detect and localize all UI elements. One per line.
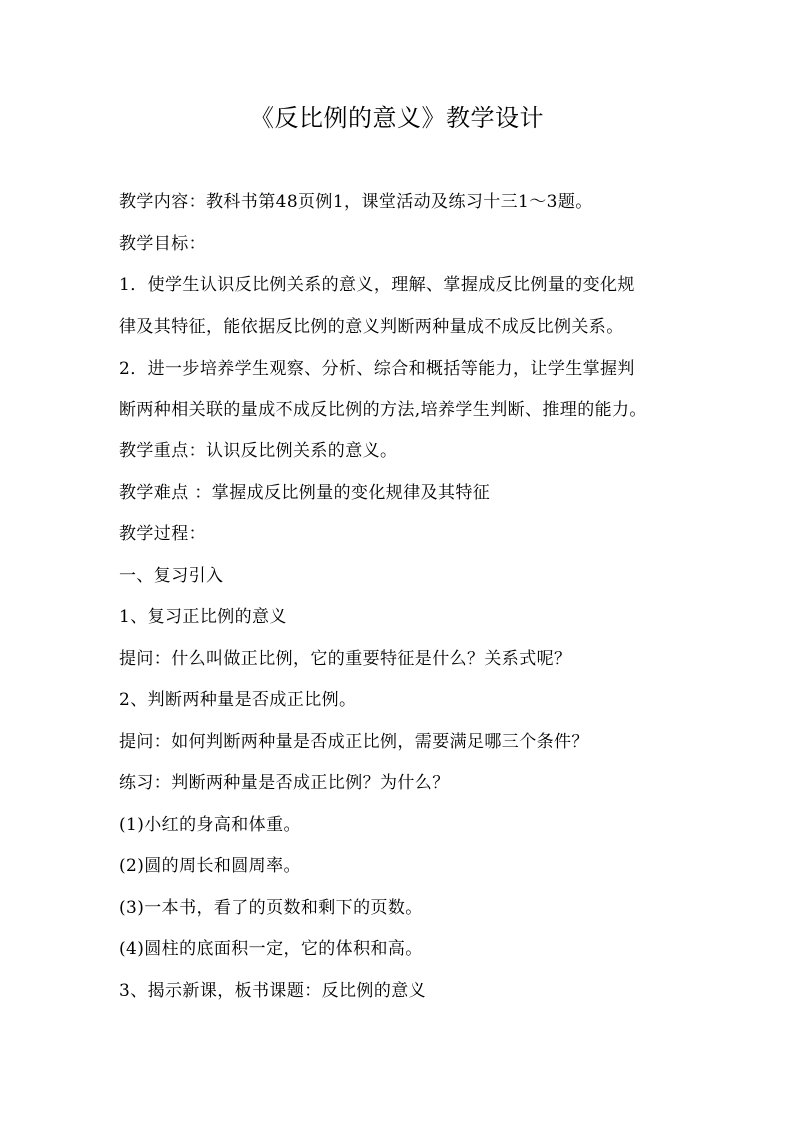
list-item: (3)一本书，看了的页数和剩下的页数。 — [119, 898, 423, 918]
paragraph-line: 断两种相关联的量成不成反比例的方法,培养学生判断、推理的能力。 — [119, 400, 647, 420]
list-item: (1)小红的身高和体重。 — [119, 815, 301, 835]
paragraph-line: 2．进一步培养学生观察、分析、综合和概括等能力，让学生掌握判 — [119, 359, 635, 379]
section-heading: 一、复习引入 — [119, 566, 224, 586]
paragraph-line: 1．使学生认识反比例关系的意义，理解、掌握成反比例量的变化规 — [119, 275, 635, 295]
paragraph-line: 教学过程： — [119, 524, 206, 544]
paragraph-line: 2、判断两种量是否成正比例。 — [119, 690, 357, 710]
paragraph-line: 练习：判断两种量是否成正比例？为什么？ — [119, 773, 450, 793]
document-title: 《反比例的意义》教学设计 — [250, 104, 544, 132]
paragraph-line: 律及其特征，能依据反比例的意义判断两种量成不成反比例关系。 — [119, 317, 624, 337]
paragraph-line: 3、揭示新课，板书课题：反比例的意义 — [119, 981, 427, 1001]
paragraph-line: 提问：什么叫做正比例，它的重要特征是什么？关系式呢？ — [119, 649, 572, 669]
paragraph-line: 教学目标： — [119, 234, 206, 254]
paragraph-line: 提问：如何判断两种量是否成正比例，需要满足哪三个条件？ — [119, 732, 589, 752]
paragraph-line: 教学难点 ：掌握成反比例量的变化规律及其特征 — [119, 483, 491, 503]
paragraph-line: 教学内容：教科书第48页例1，课堂活动及练习十三1～3题。 — [119, 192, 593, 212]
paragraph-line: 1、复习正比例的意义 — [119, 607, 287, 627]
paragraph-line: 教学重点：认识反比例关系的意义。 — [119, 441, 398, 461]
list-item: (4)圆柱的底面积一定，它的体积和高。 — [119, 939, 423, 959]
list-item: (2)圆的周长和圆周率。 — [119, 856, 301, 876]
